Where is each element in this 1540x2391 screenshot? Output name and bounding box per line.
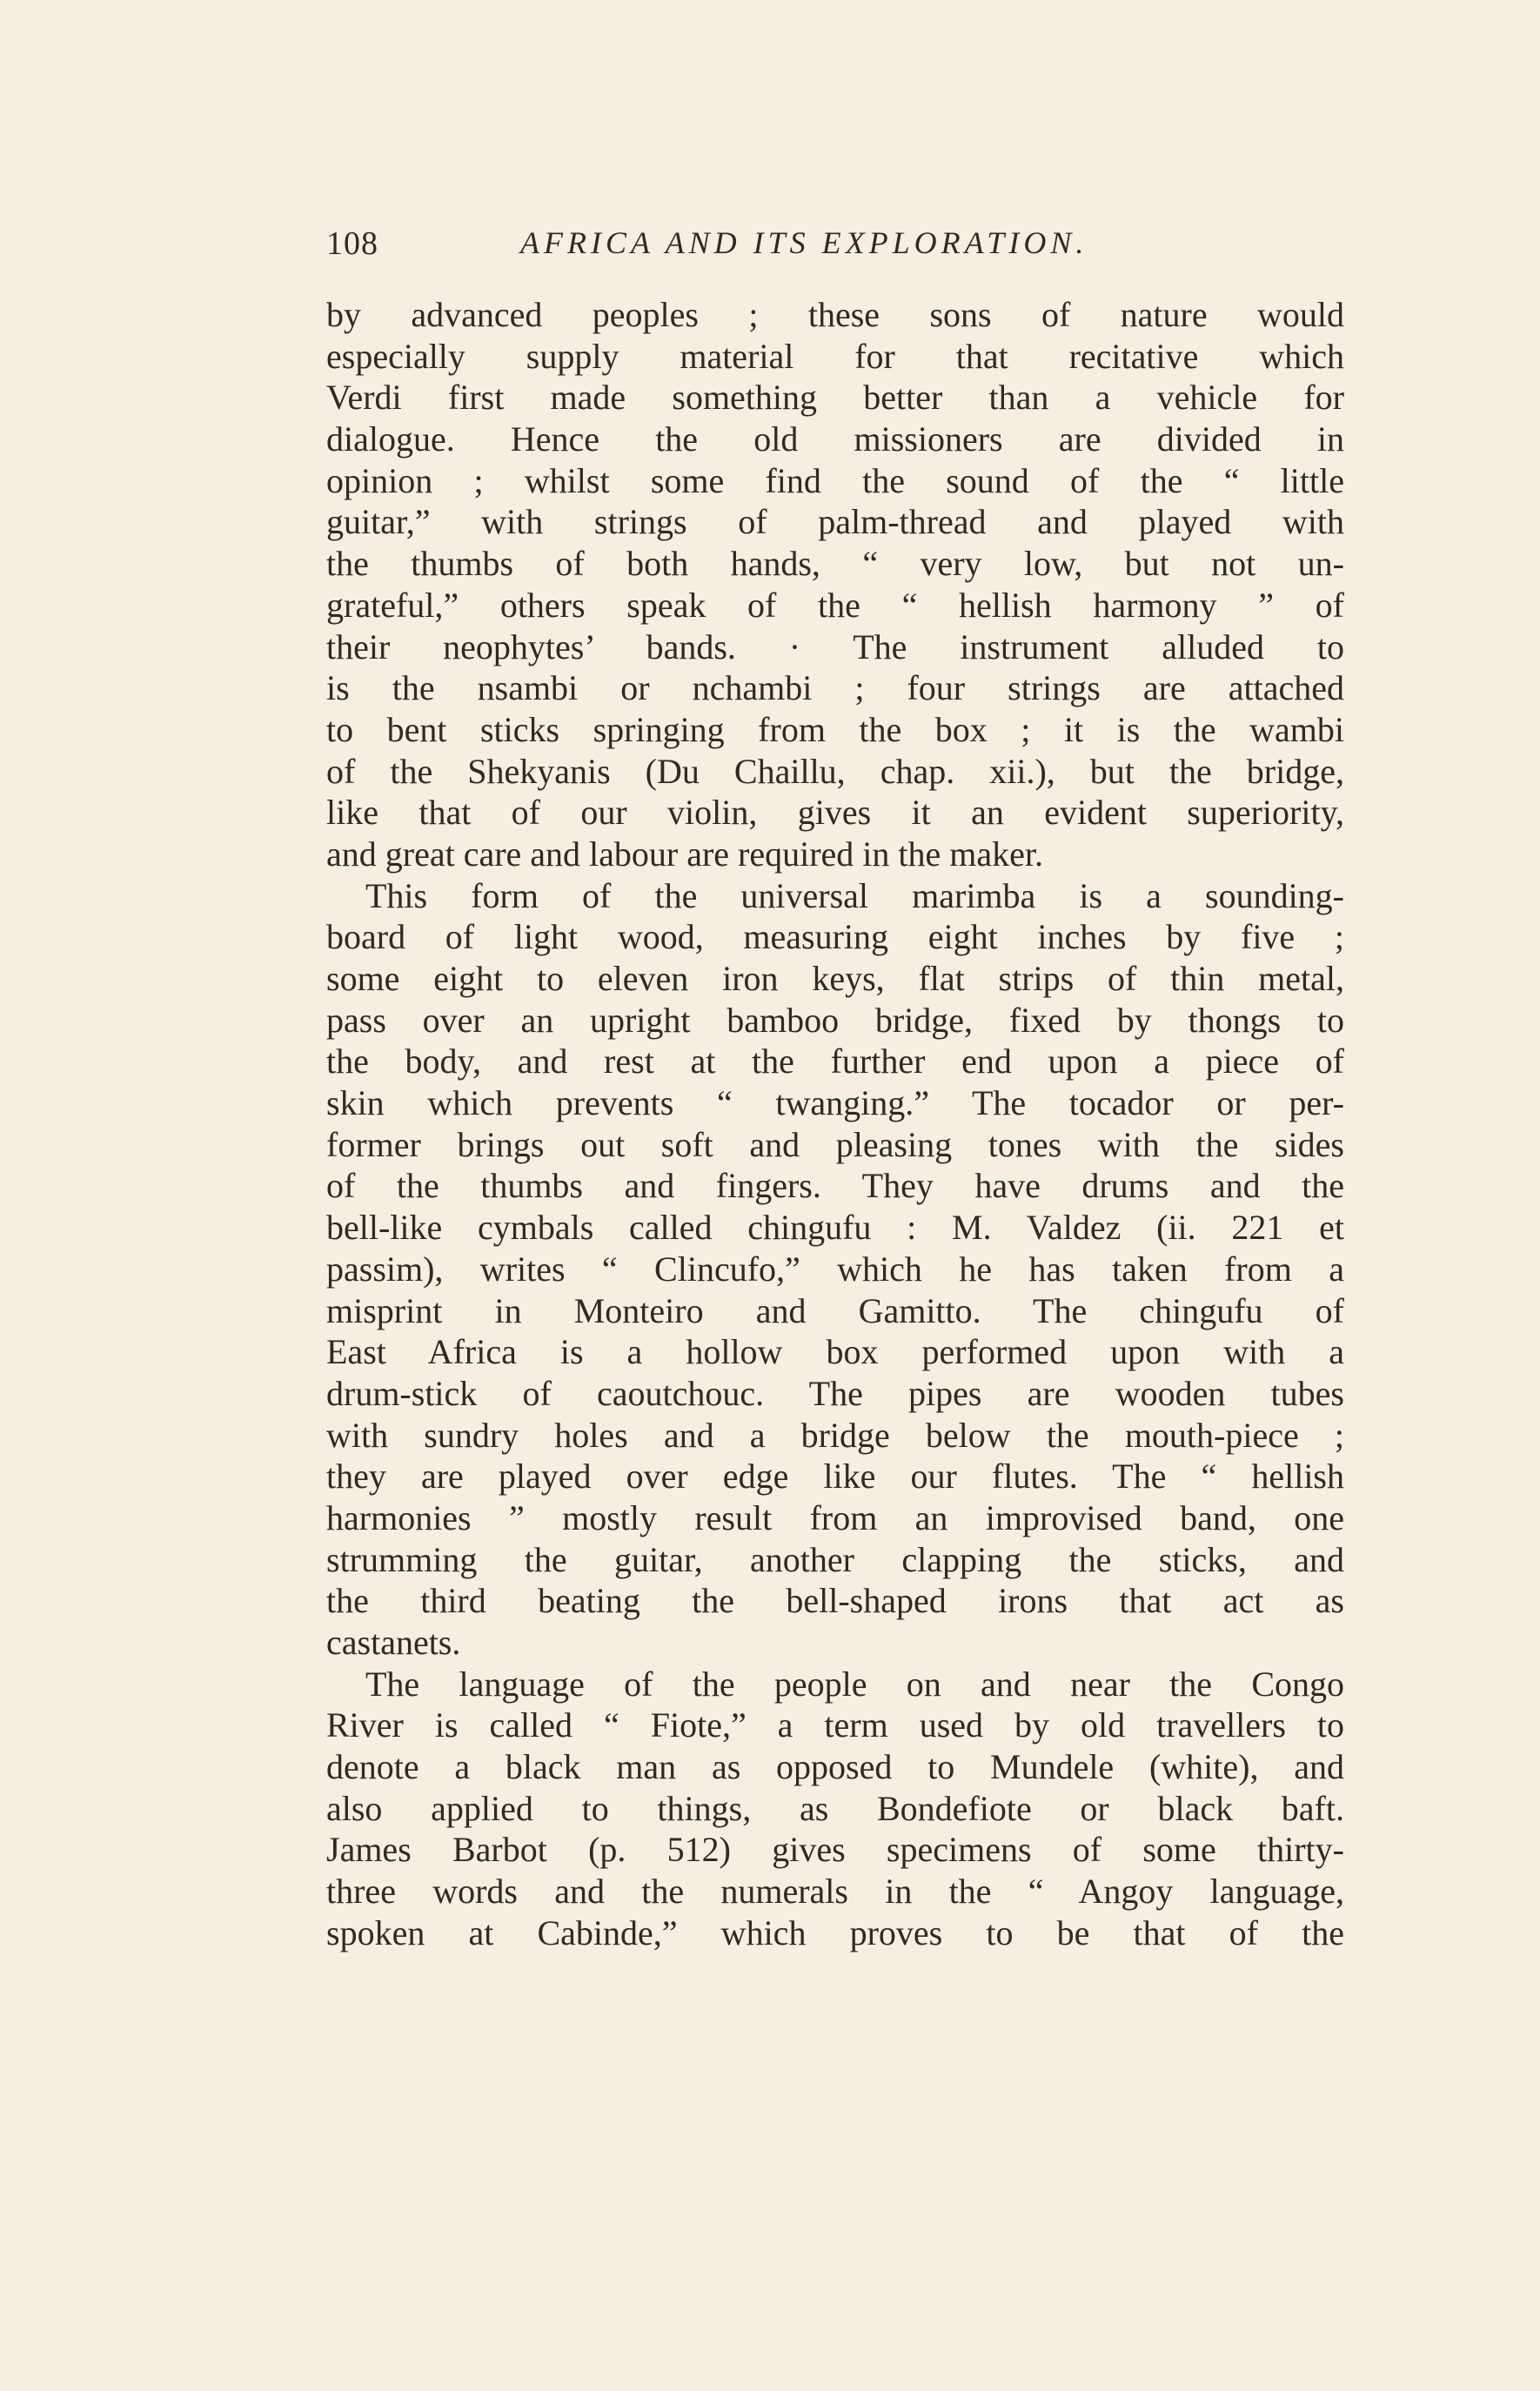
running-title: AFRICA AND ITS EXPLORATION. — [520, 225, 1088, 260]
page-header — [326, 224, 1344, 277]
text-line: some eight to eleven iron keys, flat strips of thin metal, — [326, 959, 1344, 998]
text-line: Verdi first made something better than a vehicle for — [326, 378, 1344, 418]
text-line: The language of the people on and near the Congo — [365, 1664, 1344, 1704]
text-line: River is called “ Fiote,” a term used by old travellers to — [326, 1705, 1344, 1745]
text-line: to bent sticks springing from the box ; it is the wambi — [326, 709, 1344, 749]
text-line: of the thumbs and fingers. They have drums and the — [326, 1166, 1344, 1206]
text-line: passim), writes “ Clincufo,” which he has taken from a — [326, 1249, 1344, 1289]
text-line: denote a black man as opposed to Mundele (white), and — [326, 1747, 1344, 1787]
text-line: like that of our violin, gives it an evident superiority, — [326, 793, 1344, 833]
text-line: drum-stick of caoutchouc. The pipes are wooden tubes — [326, 1373, 1344, 1413]
text-line: guitar,” with strings of palm-thread and played with — [326, 502, 1344, 542]
text-line: by advanced peoples ; these sons of nature would — [326, 295, 1344, 334]
text-line: This form of the universal marimba is a sounding- — [365, 875, 1344, 915]
text-line: board of light wood, measuring eight inches by five ; — [326, 917, 1344, 957]
text-line: dialogue. Hence the old missioners are divided in — [326, 419, 1344, 459]
body-text — [326, 294, 1344, 1954]
text-line: with sundry holes and a bridge below the mouth-piece ; — [326, 1415, 1344, 1455]
text-line: misprint in Monteiro and Gamitto. The chingufu of — [326, 1290, 1344, 1330]
text-line: opinion ; whilst some find the sound of the “ little — [326, 460, 1344, 500]
text-line: skin which prevents “ twanging.” The tocador or per- — [326, 1083, 1344, 1123]
text-line: their neophytes’ bands. · The instrument alluded to — [326, 626, 1344, 666]
text-line: grateful,” others speak of the “ hellish harmony ” of — [326, 585, 1344, 625]
text-line: former brings out soft and pleasing tones with the sides — [326, 1124, 1344, 1164]
page-number: 108 — [326, 225, 378, 262]
text-line: the third beating the bell-shaped irons that act as — [326, 1581, 1344, 1621]
text-line: castanets. — [326, 1623, 461, 1662]
text-line: is the nsambi or nchambi ; four strings are attached — [326, 668, 1344, 708]
text-line: spoken at Cabinde,” which proves to be that of the — [326, 1912, 1344, 1952]
text-line: the thumbs of both hands, “ very low, but not un- — [326, 544, 1344, 584]
text-line: harmonies ” mostly result from an improvised band, one — [326, 1497, 1344, 1537]
text-line: bell-like cymbals called chingufu : M. Valdez (ii. 221 et — [326, 1208, 1344, 1248]
text-line: East Africa is a hollow box performed upon with a — [326, 1332, 1344, 1372]
text-line: three words and the numerals in the “ Angoy language, — [326, 1872, 1344, 1912]
text-line: they are played over edge like our flutes. The “ hellish — [326, 1457, 1344, 1497]
text-line: James Barbot (p. 512) gives specimens of some thirty- — [326, 1830, 1344, 1870]
text-line: also applied to things, as Bondefiote or black baft. — [326, 1788, 1344, 1828]
text-line: strumming the guitar, another clapping the sticks, and — [326, 1539, 1344, 1579]
text-line: the body, and rest at the further end upon a piece of — [326, 1041, 1344, 1082]
text-line: pass over an upright bamboo bridge, fixed by thongs to — [326, 1000, 1344, 1040]
text-line: of the Shekyanis (Du Chaillu, chap. xii.), but the bridge, — [326, 751, 1344, 791]
text-line: especially supply material for that recitative which — [326, 336, 1344, 376]
text-line: and great care and labour are required in the maker. — [326, 834, 1044, 874]
